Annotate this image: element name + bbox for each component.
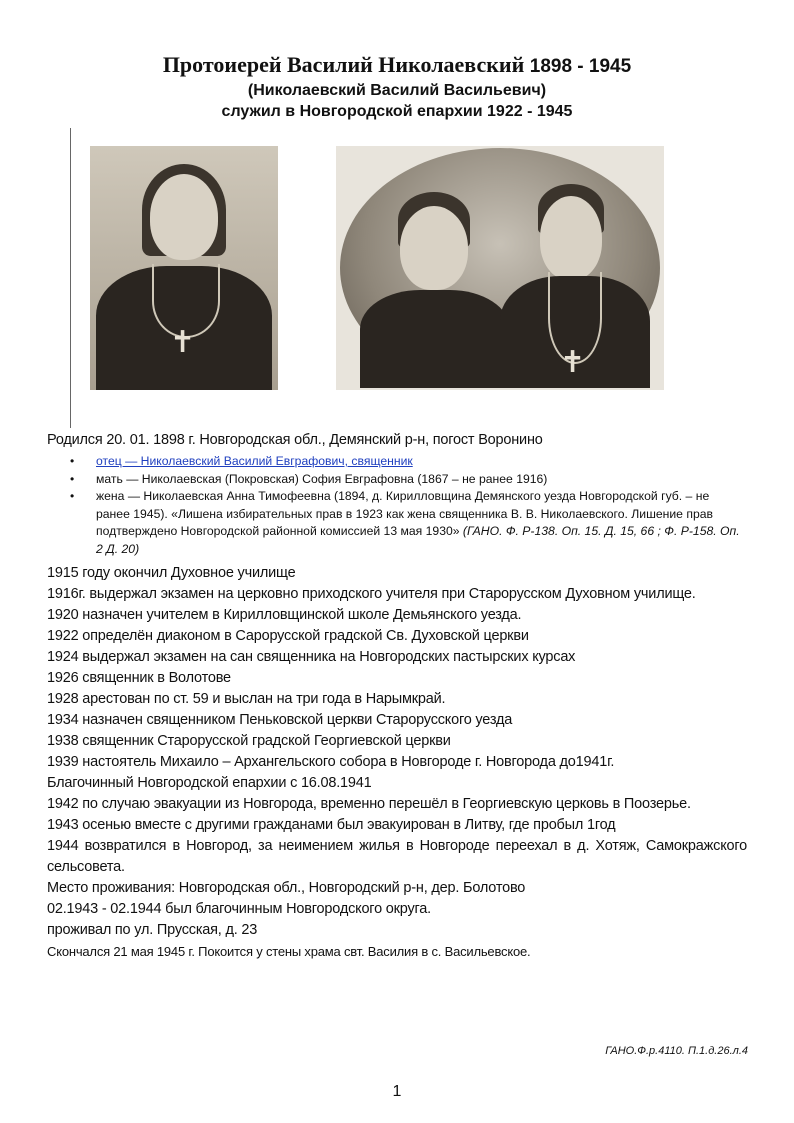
bio-line: проживал по ул. Прусская, д. 23 — [47, 922, 258, 938]
list-item — [70, 488, 740, 558]
couple-photo: ✝ — [336, 146, 664, 390]
list-item: • мать — Николаевская (Покровская) София Евграфовна (1867 – не ранее 1916) — [70, 471, 740, 489]
bio-line: 1939 настоятель Михаило – Архангельского собора в Новгороде г. Новгорода до1941г. — [47, 754, 615, 770]
bio-line: 1926 священник в Волотове — [47, 670, 231, 686]
biography — [47, 563, 747, 962]
margin-line — [70, 128, 71, 428]
list-item — [70, 453, 740, 471]
bio-line: 1943 осенью вместе с другими гражданами был эвакуирован в Литву, где пробыл 1год — [47, 817, 616, 833]
bio-line: 1920 назначен учителем в Кирилловщинской школе Демьянского уезда. — [47, 607, 522, 623]
wife-info: жена — Николаевская Анна Тимофеевна (1894, д. Кирилловщина Демянского уезда Новгородской губ. – не ранее 1945). «Лишена избирательных прав в 1923 как жена священника В. В. Николаевского. Лишение прав подтверждено Новгородской районной комиссией 13 мая 1930» — [96, 489, 713, 538]
title-name: Протоиерей Василий Николаевский — [162, 52, 525, 77]
bio-line: 1915 году окончил Духовное училище — [47, 565, 296, 581]
wife-source: (ГАНО. Ф. Р-138. Оп. 15. Д. 15, 66 ; Ф. Р-158. Оп. 2 Д. 20) — [96, 524, 740, 556]
title-years: 1898 - 1945 — [529, 56, 632, 77]
family-list — [70, 453, 740, 558]
page-title — [0, 52, 794, 79]
archive-reference: ГАНО.Ф.р.4110. П.1.д.26.л.4 — [605, 1045, 748, 1057]
bio-line: 1924 выдержал экзамен на сан священника на Новгородских пастырских курсах — [47, 649, 576, 665]
bio-line: 1942 по случаю эвакуации из Новгорода, временно перешёл в Георгиевскую церковь в Поозерье. — [47, 796, 691, 812]
bio-line: Место проживания: Новгородская обл., Новгородский р-н, дер. Болотово — [47, 880, 526, 896]
bio-line: 1944 возвратился в Новгород, за неимением жилья в Новгороде переехал в д. Хотяж, Самокражского сельсовета. — [47, 838, 747, 875]
father-link[interactable]: отец — Николаевский Василий Евграфович, священник — [96, 454, 413, 468]
bio-line: 1938 священник Старорусской градской Георгиевской церкви — [47, 733, 451, 749]
bio-line: Благочинный Новгородской епархии с 16.08.1941 — [47, 775, 372, 791]
document-header — [0, 52, 794, 121]
bio-line: Скончался 21 мая 1945 г. Покоится у стены храма свт. Василия в с. Васильевское. — [47, 944, 531, 959]
bio-line: 1922 определён диаконом в Сарорусской градской Св. Духовской церкви — [47, 628, 529, 644]
portrait-photo: ✝ — [90, 146, 278, 390]
bio-line: 1934 назначен священником Пеньковской церкви Старорусского уезда — [47, 712, 513, 728]
full-name-subtitle: (Николаевский Василий Васильевич) — [247, 81, 547, 99]
page-number: 1 — [392, 1083, 402, 1100]
bio-line: 1916г. выдержал экзамен на церковно приходского учителя при Старорусском Духовном училище. — [47, 586, 696, 602]
bio-line: 02.1943 - 02.1944 был благочинным Новгородского округа. — [47, 901, 431, 917]
birth-info: Родился 20. 01. 1898 г. Новгородская обл., Демянский р-н, погост Воронино — [47, 432, 543, 448]
service-subtitle: служил в Новгородской епархии 1922 - 1945 — [221, 102, 573, 120]
bio-line: 1928 арестован по ст. 59 и выслан на три года в Нарымкрай. — [47, 691, 446, 707]
